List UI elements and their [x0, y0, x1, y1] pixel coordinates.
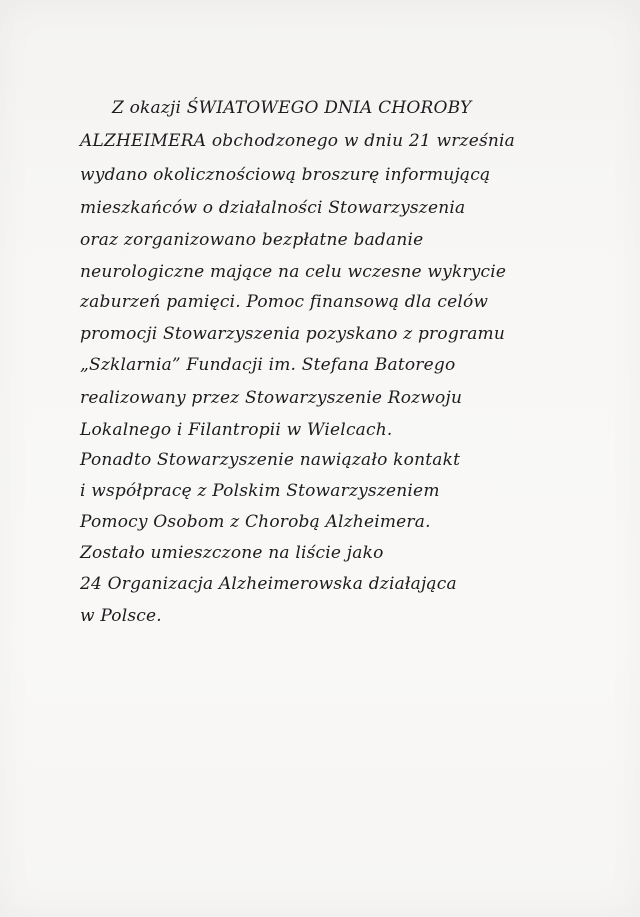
text-line-17: w Polsce. [80, 606, 162, 626]
text-line-14: Pomocy Osobom z Chorobą Alzheimera. [80, 512, 431, 532]
text-line-16: 24 Organizacja Alzheimerowska działająca [80, 574, 457, 594]
text-line-12: Ponadto Stowarzyszenie nawiązało kontakt [80, 450, 461, 470]
text-line-3: wydano okolicznościową broszurę informującą [80, 165, 491, 185]
text-line-2: ALZHEIMERA obchodzonego w dniu 21 września [80, 131, 516, 151]
text-line-1: Z okazji ŚWIATOWEGO DNIA CHOROBY [112, 98, 472, 118]
text-line-5: oraz zorganizowano bezpłatne badanie [80, 230, 424, 250]
text-line-4: mieszkańców o działalności Stowarzyszenia [80, 198, 466, 218]
text-line-13: i współpracę z Polskim Stowarzyszeniem [80, 481, 440, 501]
text-line-7: zaburzeń pamięci. Pomoc finansową dla celów [80, 292, 489, 312]
text-line-9: „Szklarnia” Fundacji im. Stefana Batorego [80, 355, 456, 375]
text-line-15: Zostało umieszczone na liście jako [80, 543, 384, 563]
text-line-6: neurologiczne mające na celu wczesne wykrycie [80, 262, 507, 282]
text-line-8: promocji Stowarzyszenia pozyskano z programu [80, 324, 506, 344]
text-line-11: Lokalnego i Filantropii w Wielcach. [80, 420, 393, 440]
text-line-10: realizowany przez Stowarzyszenie Rozwoju [80, 388, 463, 408]
